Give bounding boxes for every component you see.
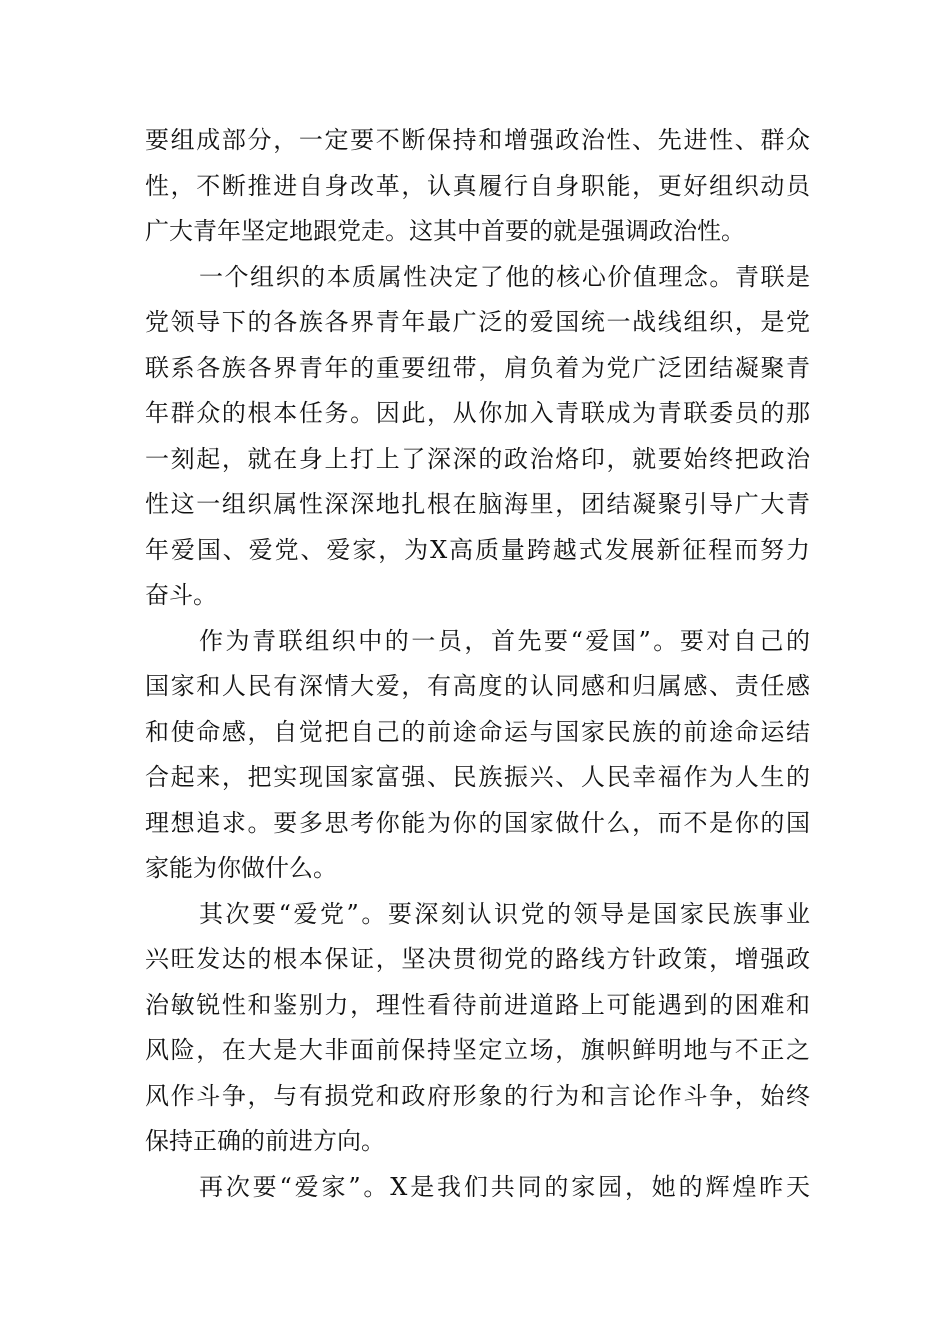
text-line: 其次要“爱党”。要深刻认识党的领导是国家民族事业 — [199, 899, 810, 928]
text-line: 性，不断推进自身改革，认真履行自身职能，更好组织动员 — [145, 171, 810, 200]
text-line: 奋斗。 — [145, 581, 217, 609]
text-line: 合起来，把实现国家富强、民族振兴、人民幸福作为人生的 — [145, 763, 810, 791]
paragraph-2 — [145, 255, 810, 619]
paragraph-3 — [145, 619, 810, 892]
text-line: 广大青年坚定地跟党走。这其中首要的就是强调政治性。 — [145, 217, 745, 245]
text-line: 再次要“爱家”。X是我们共同的家园，她的辉煌昨天 — [199, 1172, 810, 1201]
text-line: 要组成部分，一定要不断保持和增强政治性、先进性、群众 — [145, 126, 810, 154]
document-page — [145, 118, 810, 1210]
text-line: 年群众的根本任务。因此，从你加入青联成为青联委员的那 — [145, 399, 810, 427]
text-line: 一个组织的本质属性决定了他的核心价值理念。青联是 — [199, 262, 810, 291]
paragraph-1 — [145, 118, 810, 255]
text-line: 保持正确的前进方向。 — [145, 1127, 385, 1155]
paragraph-4 — [145, 892, 810, 1165]
text-line: 理想追求。要多思考你能为你的国家做什么，而不是你的国 — [145, 808, 810, 837]
paragraph-5 — [145, 1165, 810, 1211]
text-line: 治敏锐性和鉴别力，理性看待前进道路上可能遇到的困难和 — [145, 990, 810, 1019]
text-line: 性这一组织属性深深地扎根在脑海里，团结凝聚引导广大青 — [145, 490, 810, 518]
text-line: 和使命感，自觉把自己的前途命运与国家民族的前途命运结 — [145, 717, 810, 746]
text-line: 一刻起，就在身上打上了深深的政治烙印，就要始终把政治 — [145, 444, 810, 473]
text-line: 年爱国、爱党、爱家，为X高质量跨越式发展新征程而努力 — [145, 535, 810, 564]
text-line: 国家和人民有深情大爱，有高度的认同感和归属感、责任感 — [145, 672, 810, 700]
text-line: 联系各族各界青年的重要纽带，肩负着为党广泛团结凝聚青 — [145, 353, 810, 382]
text-line: 兴旺发达的根本保证，坚决贯彻党的路线方针政策，增强政 — [145, 945, 810, 973]
text-line: 家能为你做什么。 — [145, 854, 337, 882]
text-line: 风险，在大是大非面前保持坚定立场，旗帜鲜明地与不正之 — [145, 1036, 810, 1064]
text-line: 风作斗争，与有损党和政府形象的行为和言论作斗争，始终 — [145, 1081, 810, 1110]
text-line: 党领导下的各族各界青年最广泛的爱国统一战线组织，是党 — [145, 308, 810, 336]
text-line: 作为青联组织中的一员，首先要“爱国”。要对自己的 — [199, 626, 810, 655]
